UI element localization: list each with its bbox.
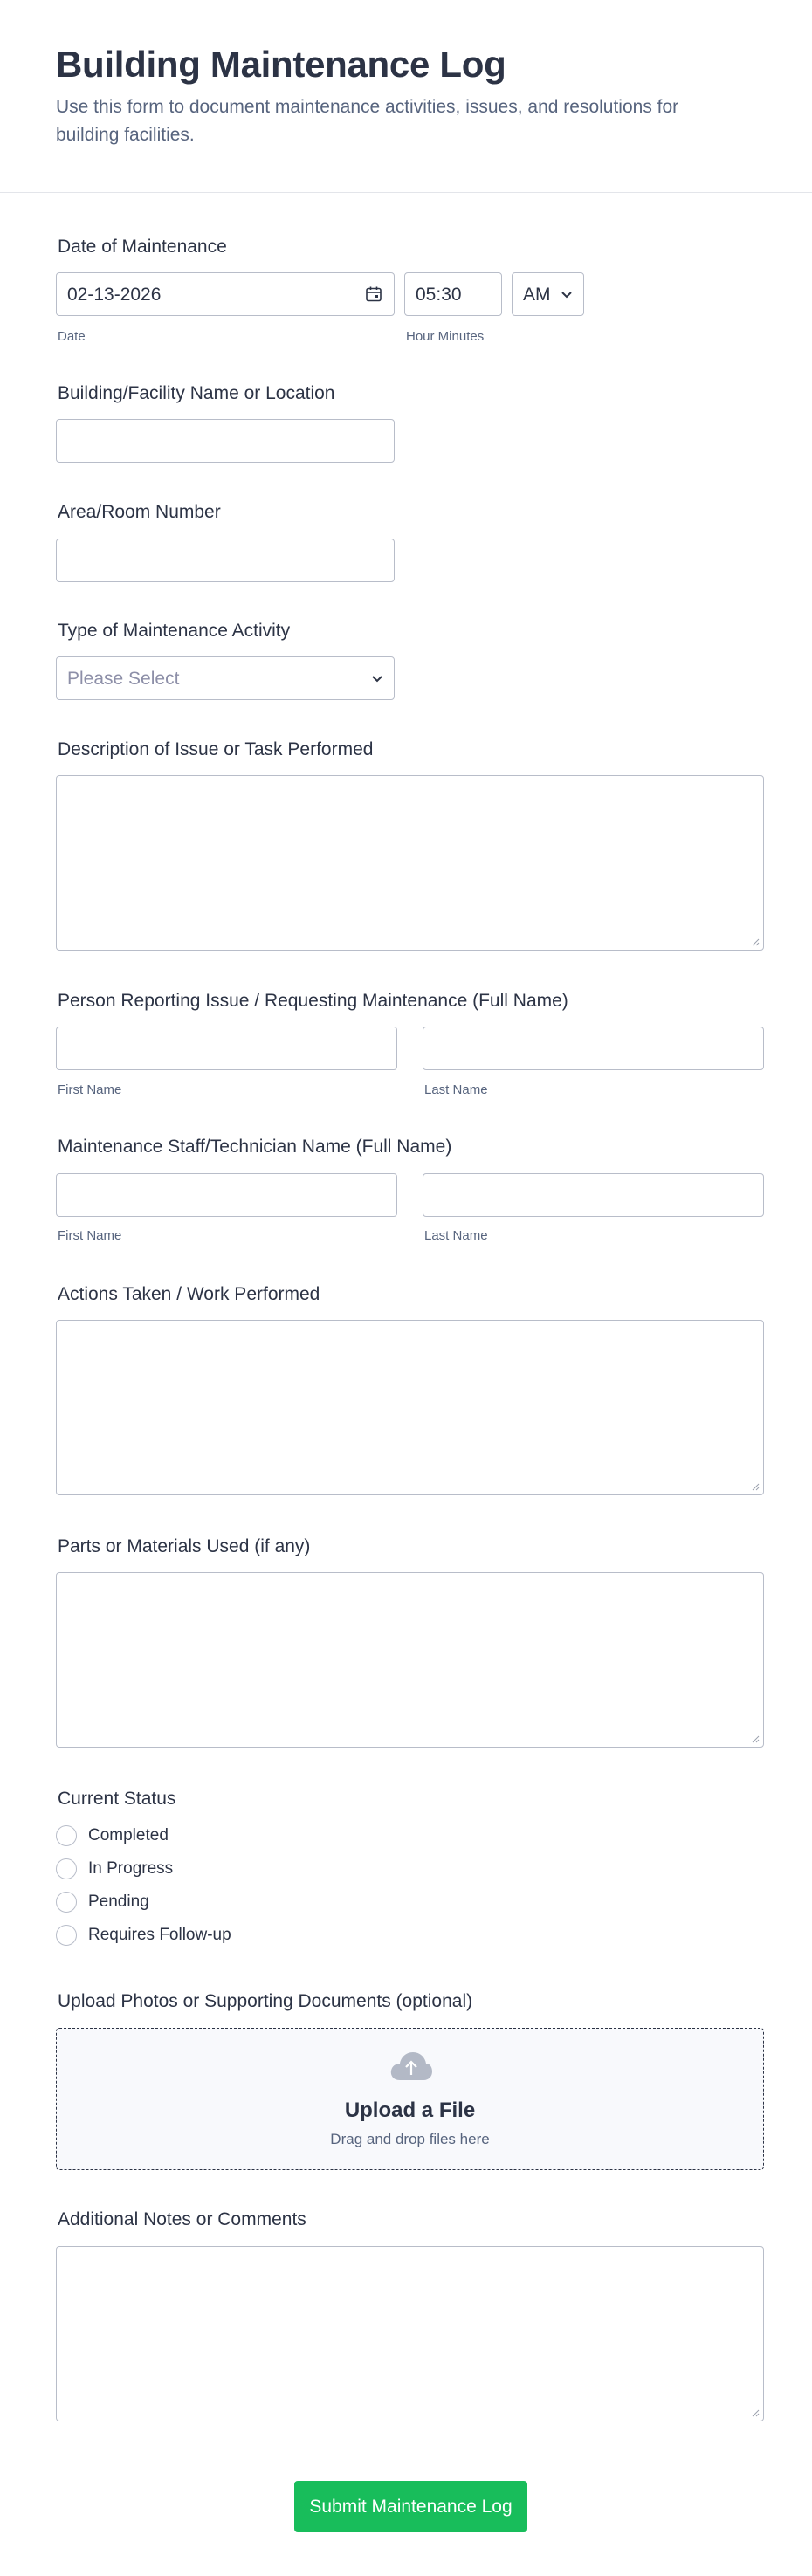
radio-button[interactable] (56, 1858, 77, 1879)
radio-button[interactable] (56, 1825, 77, 1846)
building-input[interactable] (56, 419, 395, 463)
activity-type-placeholder: Please Select (67, 669, 180, 689)
resize-grip-icon[interactable] (751, 1482, 760, 1491)
radio-button[interactable] (56, 1925, 77, 1946)
date-input[interactable] (56, 272, 395, 316)
parts-textarea[interactable] (56, 1572, 764, 1748)
chevron-down-icon (561, 291, 573, 299)
status-option-completed[interactable]: Completed (56, 1824, 169, 1847)
activity-type-select[interactable] (56, 656, 395, 700)
activity-type-label: Type of Maintenance Activity (58, 621, 291, 641)
cloud-upload-icon (389, 2050, 433, 2082)
technician-last-sublabel: Last Name (424, 1228, 488, 1243)
resize-grip-icon[interactable] (751, 1735, 760, 1743)
calendar-icon[interactable] (365, 285, 382, 303)
chevron-down-icon (371, 675, 383, 683)
technician-first-sublabel: First Name (58, 1228, 122, 1243)
upload-title: Upload a File (344, 2099, 476, 2122)
actions-textarea[interactable] (56, 1320, 764, 1495)
area-input[interactable] (56, 539, 395, 582)
description-textarea[interactable] (56, 775, 764, 951)
form-header (0, 0, 812, 193)
ampm-value: AM (523, 285, 551, 305)
reporter-first-name-input[interactable] (56, 1027, 397, 1070)
reporter-last-sublabel: Last Name (424, 1082, 488, 1097)
status-option-requires-follow-up[interactable]: Requires Follow-up (56, 1924, 231, 1947)
notes-textarea[interactable] (56, 2246, 764, 2421)
page-title: Building Maintenance Log (56, 44, 506, 85)
file-upload-dropzone[interactable] (56, 2028, 764, 2170)
area-label: Area/Room Number (58, 502, 221, 522)
time-input[interactable] (404, 272, 502, 316)
notes-label: Additional Notes or Comments (58, 2209, 306, 2229)
page-subtitle: Use this form to document maintenance activities, issues, and resolutions for building facilities. (56, 97, 679, 145)
status-label: Current Status (58, 1789, 176, 1809)
date-value: 02-13-2026 (67, 285, 162, 305)
time-value: 05:30 (416, 285, 462, 305)
radio-button[interactable] (56, 1892, 77, 1913)
technician-first-name-input[interactable] (56, 1173, 397, 1217)
description-label: Description of Issue or Task Performed (58, 739, 374, 759)
reporter-last-name-input[interactable] (423, 1027, 764, 1070)
upload-label: Upload Photos or Supporting Documents (optional) (58, 1991, 473, 2011)
actions-label: Actions Taken / Work Performed (58, 1284, 320, 1304)
status-option-pending[interactable]: Pending (56, 1891, 149, 1913)
resize-grip-icon[interactable] (751, 938, 760, 946)
technician-label: Maintenance Staff/Technician Name (Full Name) (58, 1137, 452, 1157)
status-option-in-progress[interactable]: In Progress (56, 1858, 173, 1880)
building-label: Building/Facility Name or Location (58, 383, 335, 403)
reporter-first-sublabel: First Name (58, 1082, 122, 1097)
resize-grip-icon[interactable] (751, 2408, 760, 2417)
reporter-label: Person Reporting Issue / Requesting Maintenance (Full Name) (58, 991, 568, 1011)
submit-button[interactable]: Submit Maintenance Log (294, 2481, 527, 2532)
time-sublabel: Hour Minutes (406, 329, 485, 344)
upload-subtitle: Drag and drop files here (330, 2131, 490, 2147)
ampm-select[interactable] (512, 272, 584, 316)
technician-last-name-input[interactable] (423, 1173, 764, 1217)
date-of-maintenance-label: Date of Maintenance (58, 237, 227, 257)
date-sublabel: Date (58, 329, 86, 344)
parts-label: Parts or Materials Used (if any) (58, 1536, 311, 1556)
